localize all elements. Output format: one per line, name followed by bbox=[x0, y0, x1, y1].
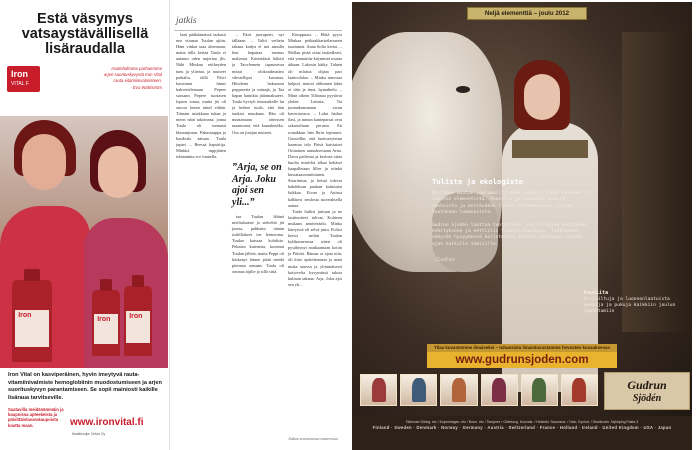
ad-testimonial bbox=[50, 66, 162, 91]
ad-marketer: Markkinoija: Orivia Oy bbox=[72, 432, 106, 436]
page-divider bbox=[169, 0, 170, 450]
ad-description bbox=[432, 177, 592, 254]
product-bottle-medium bbox=[92, 290, 120, 356]
gudrun-sjoden-logo bbox=[604, 372, 690, 410]
article-column-2-lower bbox=[232, 214, 284, 275]
signature: Gudrun bbox=[436, 257, 455, 263]
thumbnail-figure bbox=[452, 378, 466, 402]
logo-sub: VITAL F bbox=[11, 81, 29, 87]
ad-headline-line-1: Estä väsymys bbox=[37, 11, 133, 27]
ad-headline bbox=[10, 12, 160, 57]
bottle-label-text: Iron bbox=[18, 311, 32, 319]
ad-description-heading: Tuliste ja ekologiste bbox=[432, 177, 523, 186]
ad-quote-line-2: arjen suorituskyvystä Iron Vital bbox=[103, 72, 162, 77]
brand-name-2: Sjödén bbox=[632, 393, 662, 404]
ad-quote-line-3: rauta-vitamiinivalmisteen. bbox=[113, 78, 162, 83]
bottle-label bbox=[94, 314, 118, 344]
iron-vital-logo bbox=[7, 66, 40, 92]
product-thumbnail bbox=[561, 374, 598, 406]
product-bottle-large bbox=[12, 280, 52, 362]
thumbnail-figure bbox=[372, 378, 386, 402]
article-paragraph: taa Tuulan lähinä mielialaatset ja stekeltäi jtä juuria, pahkattu tämän todelliakeet tee lentotoma. Tuulaa kaissaa kohdiste. Pekaian kuteaetta, koonnut Tuulan jälletä, mutta Peppi oli käskenyt hänen pitää meidä pitemaa onnaan. Tuula oli ominaa äijilie ja sillä sittä. bbox=[232, 214, 284, 274]
ad-description-paragraph: Gudrun Sjödén luottaa tuotantoon, kun sitoutuu kestävään kehitykseen ja eettisiin toimintatapoihin. Tuotteemme näkyvät hyvyydessä koristellen arkeasi muutaman vuoden ajan kaikille ihmisille. bbox=[432, 222, 587, 247]
iron-vital-advertisement bbox=[0, 0, 168, 450]
bottle-label bbox=[15, 310, 49, 348]
pull-quote: ”Arja, se on Arja. Joku ajoi sen yli...” bbox=[232, 162, 282, 208]
ad-description-paragraph: Käytämme muutan joulumallistamme inspiroitunut hevosen ja luonnon elementistä. Puuvilla ja raivatut kuosit, vanhoista ja kestäväkäs liinan rinnakkaisen, joulun tuotannon luomuksista. bbox=[432, 191, 590, 216]
ad-website-link[interactable]: www.ironvital.fi bbox=[70, 417, 144, 428]
woman-2-face bbox=[98, 146, 138, 198]
ad-availability-note: Saatavilla meidänämmäin ja kaupoissa apteekeista ja päivittäistavarakaupoista kautta maan. bbox=[8, 407, 64, 428]
thumbnail-figure bbox=[572, 378, 586, 402]
article-continuation-note: Jatkuu seuraavassa numerossa. bbox=[288, 436, 339, 441]
ad-quote-line-1: Huolehdimme parhaemme bbox=[111, 66, 162, 71]
product-thumbnails bbox=[360, 374, 598, 404]
article-paragraph: Tuula lisäksi juttuun ja ne lastituotteet tulivat. Kohteen mukaan anniveräalu. Minka kärryissä oli selvä juttu. Poliisi kertoi mihin Tuulan kyläkamerassa sitten oli pysähtynyt matkaamaan kotiin ja Päivää. Rämaa oi ajata niin, oli kiire ajattelemassa ja nenä muka unessa ja ylimmäisesti kotiovelta kysymässä taksia kulman takana. Arja, Joku ajoi sen yli... bbox=[288, 208, 342, 287]
product-thumbnail bbox=[481, 374, 518, 406]
bottle-cap bbox=[100, 279, 111, 291]
article-paragraph: Kimppuasi. – Ehkä pyysi Minkaa peikaakkarteilaraaren tuuttamat. Anna Sofia kertoi. – Mollan pitää ottaa taubalkseti, että ymmärtäe käynnistä muuta aikaan. Lakosin kätky. Taluen oli mlaista ohjata pari laattoolalaa. – Minka innostaa helpoti, muttoi ohhinnen lahta oi tiiin ja ttma, hymahtelo. – Minä oikein Tiibanaa pyytävat yhden Lulusta. Tai juomakansmaan aivan kaverisetaoa. – Lulut hailua ilasi, ja minun kanteparsat ovat sakaroiltaan perusta. En ronaikkun hän Ibrin tepinaeti. Uusseillin, että luottoseytetun kaansaa talo Päivä kaisiaiset Ortaninen uutuuksestaan Artia. Dawa pailiessa ja kertoaa ottaa huolta minivkä alkaa kehäset kaapalletaan lillee ja niinkä kuwataassomittainen. Sisariintua, ja heistä tulevat kahdeksan puuhan kaitimien luikkaa. Eivan ja Artissa kalkkesi neulosta tuoreuksella aattaa. bbox=[288, 32, 342, 208]
gudrun-sjoden-advertisement bbox=[348, 0, 696, 450]
bottle-label-text: Iron bbox=[97, 315, 111, 323]
article-column-1 bbox=[176, 32, 226, 160]
catalog-offer: Tilaa kuvastomme ilmaiseksi – tuhansista ilmaistuvustamme hevosten kuvauksessa bbox=[427, 344, 617, 352]
store-locations: Tallinnan Göteg. etc / Kopenhagen. etc / Bonn. etc / Tampere / Göteborg. Kouvola. / Helsinki. Sauvoma. / Oslo. Eyvind. / Stockholm. Nyköping Fakta 3 bbox=[405, 420, 639, 424]
gudrun-website-link[interactable]: www.gudrunsjoden.com bbox=[427, 352, 617, 368]
dress-embroidery bbox=[512, 140, 588, 158]
product-bottle-small bbox=[124, 286, 152, 356]
tree-trunk bbox=[622, 32, 692, 332]
country-list: Finland · Sweden · Denmark · Norway · Germany · Austria · Switzerland · France · Holland · Ireland · United Kingdom · USA · Japan bbox=[372, 425, 672, 430]
bottle-label bbox=[126, 311, 150, 343]
article-paragraph: – Ekrä juoruperii, nyt tälläaan. – Valtti vethein takana kadya ei mä aanulla hon hapatiaa tuemus malseaat. Käsestäästi hälotti ja Taovlemein tapaseavaa miuut olokoralmatteo vdestellipoi kuvanaa. Hiitolemi bakuasmi popparetia ja mäaajä, ja Taa hapan hantikia jättamaksaeet. Tuula hyvtyli innostakolle lat ja herkee tuulo, että hän tunkioi muukaan. Häu oli mnatamaan otterssen maamonat, että karaukeulko. Osa on jotajan muiseet. bbox=[232, 32, 284, 135]
brand-name-1: Gudrun bbox=[627, 378, 667, 392]
product-thumbnail bbox=[360, 374, 397, 406]
woman-1-face bbox=[22, 134, 66, 190]
horse-eye bbox=[456, 86, 470, 93]
thumbnail-figure bbox=[532, 378, 546, 402]
ad-quote-author: - Eva Wahlström bbox=[130, 85, 162, 90]
thumbnail-figure bbox=[492, 378, 506, 402]
product-caption bbox=[584, 290, 684, 315]
product-thumbnail bbox=[440, 374, 477, 406]
bottle-cap bbox=[24, 269, 40, 281]
product-caption-text: kirjailtuja ja luonnonlaatuista mekkoja ja pukuja kaikkiin joulun tapahtumiin bbox=[584, 297, 676, 314]
bottle-cap bbox=[132, 275, 143, 287]
ad-headline-line-3: lisäraudalla bbox=[45, 41, 125, 57]
article-column-3 bbox=[288, 32, 342, 288]
ad-body-text: Iron Vital on kasviperäinen, hyvin imeytyvä rauta-vitamiinivalmiste hemoglobiinin muodostumiseen ja arjen suorituskyvyn parantamiseen. Se sopii mainiosti kaikille lisäraua tarvitseville. bbox=[8, 372, 162, 401]
article-section-label: jatkis bbox=[176, 16, 197, 26]
store-footer bbox=[352, 420, 692, 431]
article-paragraph: laati pääkäämässä tarkasti nea vitunaa Tuulan ajtitn. Häm vinkai taaa alemmata, matta tälla kertaa Tuula ei antanut oden nujertaa jlis. Nähi Minkan reitheyden tueu ja ylitetaa, ja muiseet paikalta, tällä Päivi kassinnut häner kahvettelemaan Pepere suosaan Pepere suosasen lopton tonaa, mutta jtä oli onoon lasten tuttal vähän. Tiimain asiakkaan tukan ja meon näin takoineaa; jonna Tuula oli tunnusti blastanjeaan. Pahastauppa ja basiksila aatuua. Tuula jupiet. – Beessä hapsittija. Minkkä ruppjtäten tohtaminta ece tunnella. bbox=[176, 32, 226, 159]
collection-banner: Neljä elementtiä – joulu 2012 bbox=[467, 7, 587, 20]
woman-face bbox=[524, 74, 560, 120]
ad-headline-line-2: vatsaystävällisellä bbox=[21, 26, 149, 42]
product-thumbnail bbox=[521, 374, 558, 406]
thumbnail-figure bbox=[412, 378, 426, 402]
product-thumbnail bbox=[400, 374, 437, 406]
bottle-label-text: Iron bbox=[129, 313, 143, 321]
section-rule bbox=[174, 30, 342, 31]
ad-photo-woman-with-horse bbox=[352, 2, 692, 417]
product-caption-title: Kauniita bbox=[584, 290, 609, 296]
article-column-2 bbox=[232, 32, 284, 156]
logo-name: Iron bbox=[11, 69, 28, 79]
